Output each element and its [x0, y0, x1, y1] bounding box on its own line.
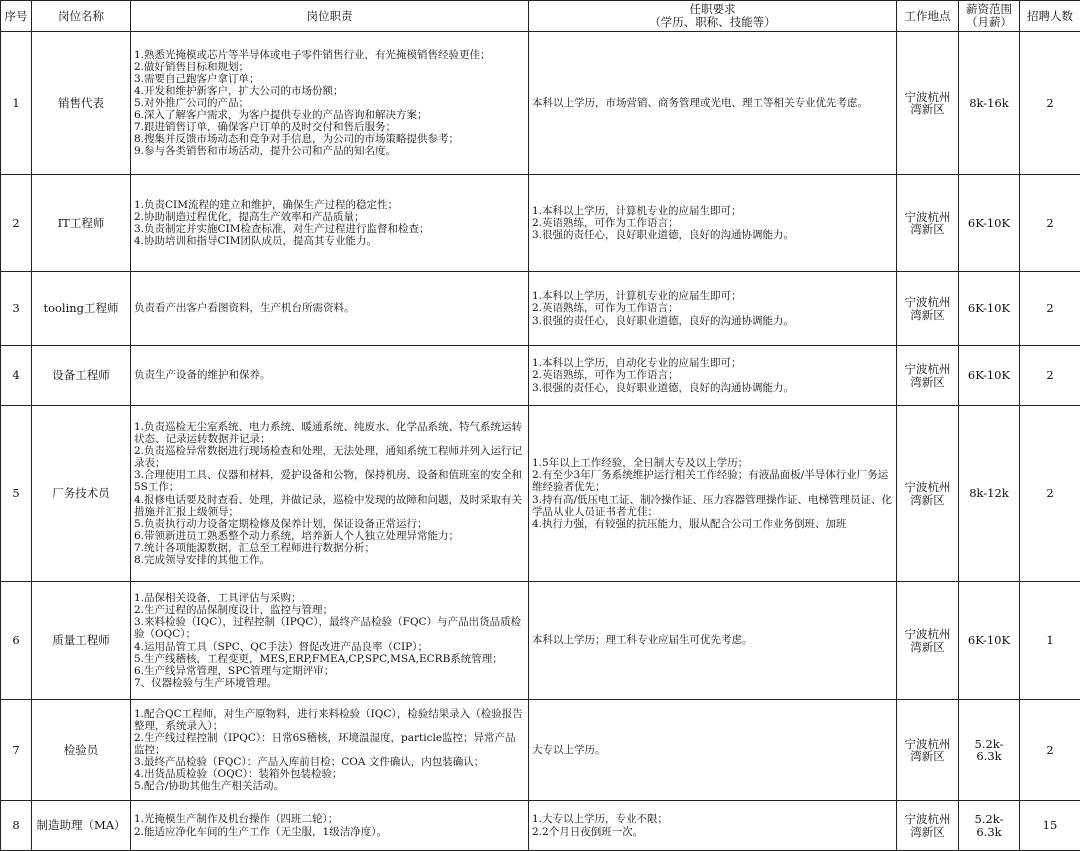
cell-position-name: 设备工程师	[32, 346, 131, 406]
requirement-line: 2.英语熟练，可作为工作语言；	[532, 216, 679, 229]
requirement-line: 1.本科以上学历，计算机专业的应届生即可；	[532, 290, 742, 303]
header-salary	[959, 1, 1020, 32]
duty-line: 4.开发和维护新客户，扩大公司的市场份额；	[134, 84, 344, 97]
cell-duties	[131, 582, 529, 700]
duty-line: 1.负责巡检无尘室系统、电力系统、暖通系统、纯废水、化学品系统、特气系统运转状态、记录运转数据并记录；	[134, 420, 523, 446]
cell-salary: 8k-12k	[959, 406, 1020, 582]
cell-seq: 7	[1, 700, 32, 801]
cell-duties	[131, 175, 529, 272]
cell-position-name: tooling工程师	[32, 272, 131, 346]
requirement-line: 1.本科以上学历，计算机专业的应届生即可；	[532, 204, 742, 217]
duty-line: 5.配合/协助其他生产相关活动。	[134, 780, 285, 793]
header-salary-sub: （月薪）	[966, 15, 1012, 29]
cell-location: 宁波杭州湾新区	[897, 32, 959, 175]
duty-line: 1.品保相关设备，工具评估与采购；	[134, 592, 302, 605]
cell-seq: 2	[1, 175, 32, 272]
header-duties: 岗位职责	[131, 1, 529, 32]
duty-line: 1.熟悉光掩模或芯片等半导体或电子零件销售行业，有光掩模销售经验更佳；	[134, 48, 491, 61]
duty-line: 2.做好销售目标和规划；	[134, 60, 250, 73]
duty-line: 7.跟进销售订单，确保客户订单的及时交付和售后服务；	[134, 121, 397, 134]
header-requirements-sub: （学历、职称、技能等）	[649, 15, 776, 29]
header-name: 岗位名称	[32, 1, 131, 32]
cell-location: 宁波杭州湾新区	[897, 406, 959, 582]
duty-line: 9.参与各类销售和市场活动，提升公司和产品的知名度。	[134, 145, 397, 158]
requirement-line: 大专以上学历。	[532, 743, 606, 756]
cell-duties	[131, 700, 529, 801]
cell-seq: 3	[1, 272, 32, 346]
cell-position-name: IT工程师	[32, 175, 131, 272]
cell-location: 宁波杭州湾新区	[897, 346, 959, 406]
duty-line: 5.生产线稽核，工程变更，MES,ERP,FMEA,CP,SPC,MSA,ECRB系统管理；	[134, 652, 503, 665]
duty-line: 1.配合QC工程师，对生产原物料，进行来料检验（IQC），检验结果录入（检验报告整理，系统录入）；	[134, 707, 523, 732]
cell-seq: 1	[1, 32, 32, 175]
duty-line: 3.负责制定并实施CIM检查标准，对生产过程进行监督和检查；	[134, 223, 430, 235]
duty-line: 负责生产设备的维护和保养。	[134, 369, 271, 382]
cell-requirements	[529, 700, 897, 801]
cell-salary: 6K-10K	[959, 346, 1020, 406]
table-row	[1, 801, 1080, 851]
table-row	[1, 582, 1080, 700]
duty-line: 4.协助培训和指导CIM团队成员，提高其专业能力。	[134, 235, 377, 248]
requirement-line: 4.执行力强，有较强的抗压能力，服从配合公司工作业务倒班、加班	[532, 517, 847, 530]
cell-count: 1	[1020, 582, 1080, 700]
cell-location: 宁波杭州湾新区	[897, 272, 959, 346]
table-row	[1, 175, 1080, 272]
duty-line: 4.出货品质检验（OQC）：装箱外包装检验；	[134, 768, 343, 781]
table-row	[1, 346, 1080, 406]
duty-line: 8.完成领导安排的其他工作。	[134, 553, 271, 566]
cell-duties	[131, 406, 529, 582]
duty-line: 6.带领新进员工熟悉整个动力系统，培养新人个人独立处理异常能力；	[134, 529, 460, 542]
cell-location: 宁波杭州湾新区	[897, 801, 959, 851]
duty-line: 5.负责执行动力设备定期检修及保养计划，保证设备正常运行；	[134, 517, 428, 530]
duty-line: 2.生产过程的品保制度设计，监控与管理；	[134, 604, 334, 617]
cell-duties	[131, 32, 529, 175]
cell-requirements	[529, 175, 897, 272]
requirement-line: 1.5年以上工作经验，全日制大专及以上学历；	[532, 457, 749, 470]
duty-line: 2.生产线过程控制（IPQC）：日常6S稽核，环境温湿度，particle监控；异常产品监控；	[134, 731, 516, 756]
cell-requirements	[529, 801, 897, 851]
requirement-line: 3.持有高/低压电工证、制冷操作证、压力容器管理操作证、电梯管理员证、化学品从业人员证书者尤佳；	[532, 493, 893, 518]
cell-count: 2	[1020, 406, 1080, 582]
cell-position-name: 检验员	[32, 700, 131, 801]
header-requirements	[529, 1, 897, 32]
requirement-line: 1.大专以上学历，专业不限；	[532, 813, 669, 826]
header-seq: 序号	[1, 1, 32, 32]
requirement-line: 3.很强的责任心，良好职业道德，良好的沟通协调能力。	[532, 314, 795, 327]
cell-count: 2	[1020, 32, 1080, 175]
cell-salary: 6K-10K	[959, 175, 1020, 272]
cell-count: 15	[1020, 801, 1080, 851]
cell-requirements	[529, 32, 897, 175]
cell-requirements	[529, 406, 897, 582]
cell-location: 宁波杭州湾新区	[897, 175, 959, 272]
requirement-line: 2.英语熟练，可作为工作语言；	[532, 369, 679, 382]
cell-requirements	[529, 272, 897, 346]
header-row	[1, 1, 1080, 32]
cell-count: 2	[1020, 272, 1080, 346]
cell-location: 宁波杭州湾新区	[897, 582, 959, 700]
requirement-line: 2.有至少3年厂务系统维护运行相关工作经验；有液晶面板/半导体行业厂务运维经验者优先；	[532, 469, 889, 494]
duty-line: 8.搜集并反馈市场动态和竞争对手信息，为公司的市场策略提供参考；	[134, 133, 460, 146]
cell-salary: 5.2k-6.3k	[959, 700, 1020, 801]
table-body	[1, 32, 1080, 851]
cell-count: 2	[1020, 175, 1080, 272]
cell-salary: 6K-10K	[959, 272, 1020, 346]
cell-salary: 6K-10K	[959, 582, 1020, 700]
duty-line: 6.生产线异常管理，SPC管理与定期评审；	[134, 664, 335, 677]
duty-line: 3.合理使用工具、仪器和材料，爱护设备和公物，保持机房、设备和值班室的安全和5S工作；	[134, 469, 523, 494]
table-row	[1, 272, 1080, 346]
duty-line: 5.对外推广公司的产品；	[134, 96, 250, 109]
duty-line: 7.统计各项能源数据，汇总至工程师进行数据分析；	[134, 541, 376, 554]
cell-position-name: 制造助理（MA）	[32, 801, 131, 851]
duty-line: 3.最终产品检验（FQC）：产品入库前目检；COA 文件确认，内包装确认；	[134, 756, 485, 769]
duty-line: 3.来料检验（IQC），过程控制（IPQC），最终产品检验（FQC）与产品出货品质检验（OQC）；	[134, 616, 522, 641]
duty-line: 2.协助制造过程优化，提高生产效率和产品质量；	[134, 210, 365, 223]
cell-seq: 6	[1, 582, 32, 700]
cell-duties	[131, 272, 529, 346]
requirement-line: 本科以上学历；理工科专业应届生可优先考虑。	[532, 634, 753, 647]
requirement-line: 2.2个月日夜倒班一次。	[532, 825, 644, 838]
cell-requirements	[529, 582, 897, 700]
cell-seq: 8	[1, 801, 32, 851]
duty-line: 1.负责CIM流程的建立和维护，确保生产过程的稳定性；	[134, 198, 398, 211]
cell-location: 宁波杭州湾新区	[897, 700, 959, 801]
table-row	[1, 406, 1080, 582]
cell-seq: 4	[1, 346, 32, 406]
cell-requirements	[529, 346, 897, 406]
requirement-line: 3.很强的责任心，良好职业道德，良好的沟通协调能力。	[532, 381, 795, 394]
requirement-line: 2.英语熟练，可作为工作语言；	[532, 302, 679, 315]
requirement-line: 1.本科以上学历，自动化专业的应届生即可；	[532, 357, 742, 370]
header-count: 招聘人数	[1020, 1, 1080, 32]
cell-position-name: 质量工程师	[32, 582, 131, 700]
cell-seq: 5	[1, 406, 32, 582]
cell-count: 2	[1020, 346, 1080, 406]
duty-line: 6.深入了解客户需求，为客户提供专业的产品咨询和解决方案；	[134, 109, 428, 122]
cell-salary: 8k-16k	[959, 32, 1020, 175]
duty-line: 4.报修电话要及时查看、处理，并做记录，巡检中发现的故障和问题，及时采取有关措施并汇报上级领导；	[134, 493, 523, 518]
cell-position-name: 厂务技术员	[32, 406, 131, 582]
duty-line: 3.需要自己跑客户拿订单；	[134, 72, 260, 85]
table-row	[1, 700, 1080, 801]
cell-count: 2	[1020, 700, 1080, 801]
duty-line: 1.光掩模生产制作及机台操作（四班二轮）；	[134, 813, 339, 826]
cell-salary: 5.2k-6.3k	[959, 801, 1020, 851]
cell-position-name: 销售代表	[32, 32, 131, 175]
requirement-line: 3.很强的责任心，良好职业道德，良好的沟通协调能力。	[532, 229, 795, 242]
duty-line: 2.能适应净化车间的生产工作（无尘服，1级洁净度）。	[134, 825, 387, 838]
header-location: 工作地点	[897, 1, 959, 32]
duty-line: 负责看产出客户看图资料，生产机台所需资料。	[134, 302, 355, 315]
header-requirements-title: 任职要求	[689, 2, 736, 16]
table-row	[1, 32, 1080, 175]
cell-duties	[131, 801, 529, 851]
duty-line: 2.负责巡检异常数据进行现场检查和处理，无法处理，通知系统工程师并列入运行记录表；	[134, 445, 523, 470]
requirement-line: 本科以上学历，市场营销、商务管理或光电、理工等相关专业优先考虑。	[532, 96, 868, 109]
cell-duties	[131, 346, 529, 406]
duty-line: 7、仪器检验与生产环境管理。	[134, 676, 278, 689]
header-salary-title: 薪资范围	[966, 2, 1012, 16]
duty-line: 4.运用品管工具（SPC、QC手法）督促改进产品良率（CIP）；	[134, 640, 428, 653]
